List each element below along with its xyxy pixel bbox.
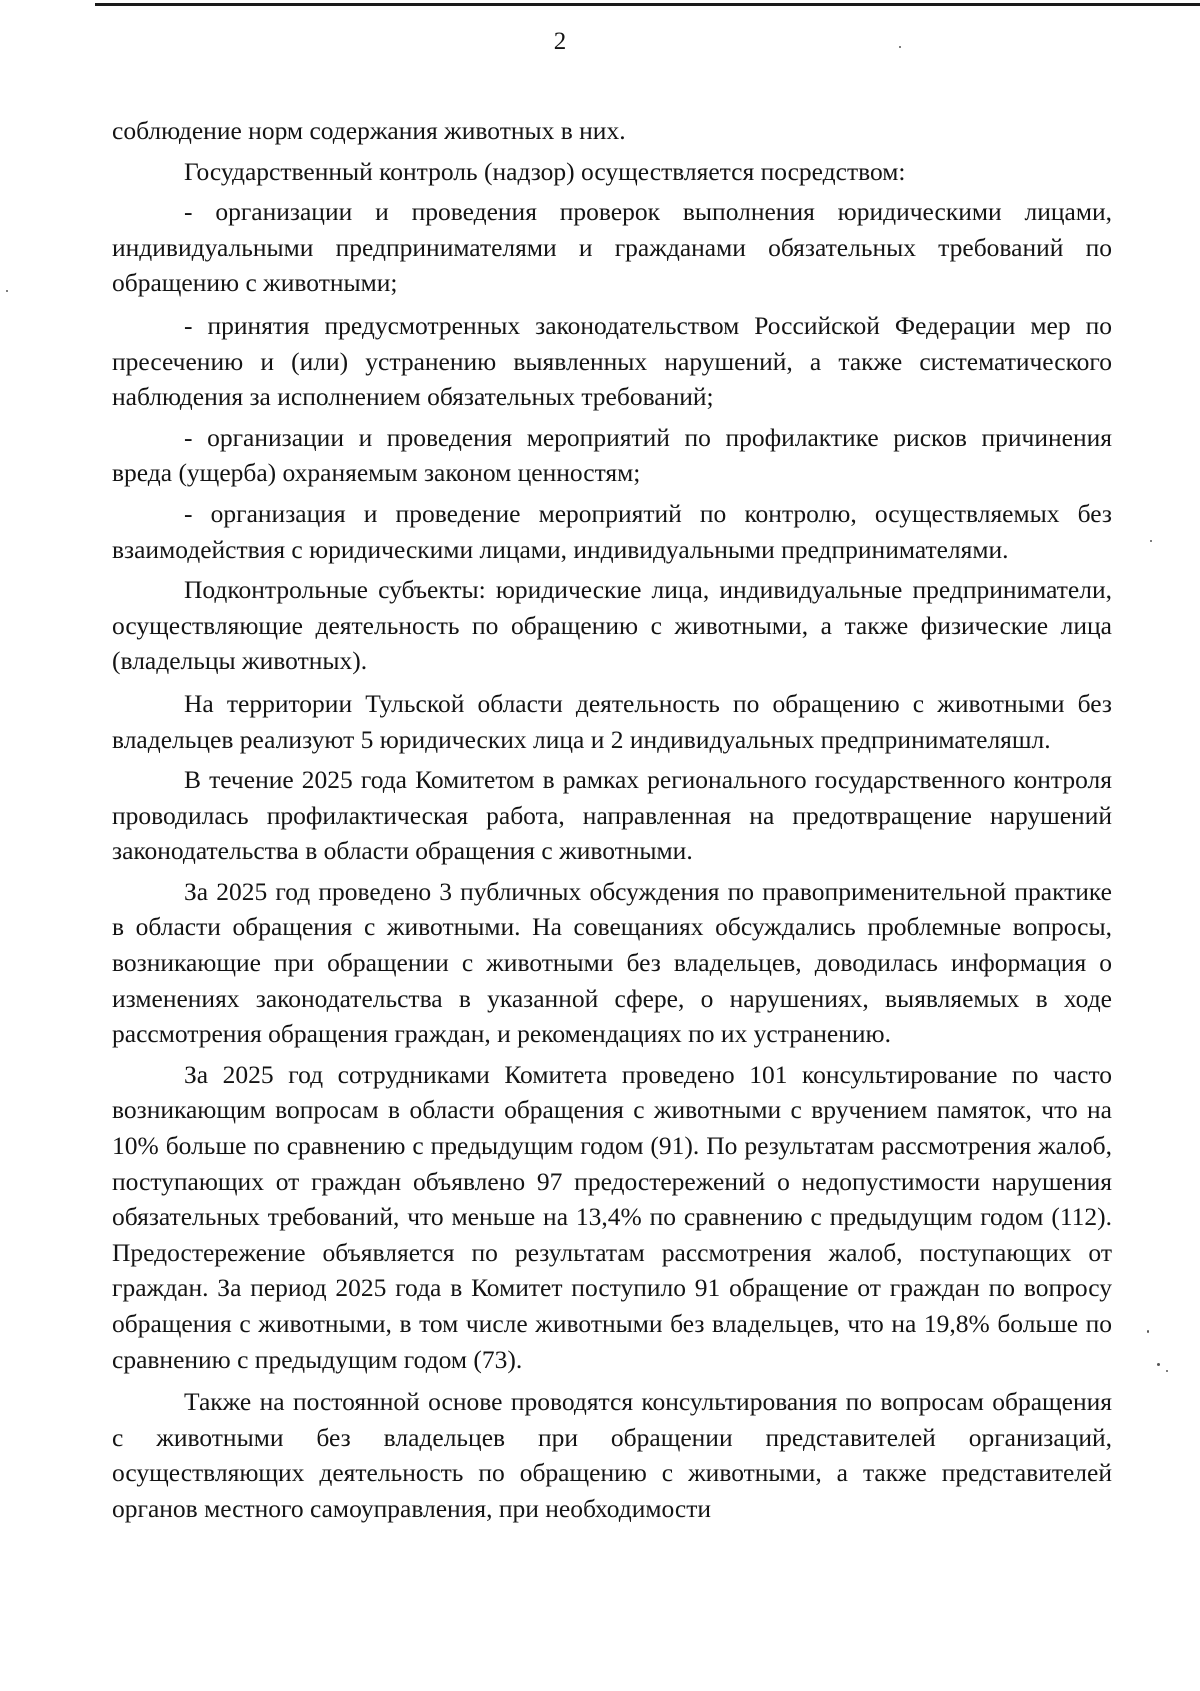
list-item-no-interaction-control: - организация и проведение мероприятий по контролю, осуществляемых без взаимодействия с юридическими лицами, индивидуальными предпринимателями. bbox=[112, 498, 1112, 564]
paragraph-ongoing-consultations: Также на постоянной основе проводятся консультирования по вопросам обращения с животными без владельцев при обращении представителей организаций, осуществляющих деятельность по обращению с животными, а также представителей органов местного самоуправления, при необходимости bbox=[112, 1387, 1112, 1523]
paragraph-control-methods-intro: Государственный контроль (надзор) осуществляется посредством: bbox=[184, 156, 906, 186]
list-item-measures: - принятия предусмотренных законодательством Российской Федерации мер по пресечению и (или) устранению выявленных нарушений, а также систематического наблюдения за исполнением обязательных требований; bbox=[112, 310, 1112, 412]
paragraph-tula-region: На территории Тульской области деятельность по обращению с животными без владельцев реализуют 5 юридических лица и 2 индивидуальных предпринимателяшл. bbox=[112, 688, 1112, 754]
paragraph-preventive-work: В течение 2025 года Комитетом в рамках регионального государственного контроля проводилась профилактическая работа, направленная на предотвращение нарушений законодательства в области обращения с животными. bbox=[112, 765, 1112, 866]
document-body bbox=[112, 113, 1112, 1527]
paragraph-public-discussions: За 2025 год проведено 3 публичных обсуждения по правоприменительной практике в области обращения с животными. На совещаниях обсуждались проблемные вопросы, возникающие при обращении с животными без владельцев, доводилась информация о изменениях законодательства в указанной сфере, о нарушениях, выявляемых в ходе рассмотрения обращения граждан, и рекомендациях по их устранению. bbox=[112, 876, 1112, 1049]
scan-speck bbox=[1147, 1330, 1149, 1333]
scan-speck bbox=[1157, 1363, 1160, 1366]
page-number: 2 bbox=[553, 28, 567, 55]
scan-speck bbox=[899, 46, 901, 48]
list-item-prevention: - организации и проведения мероприятий по профилактике рисков причинения вреда (ущерба) охраняемым законом ценностям; bbox=[112, 422, 1112, 488]
paragraph-consultations-statistics: За 2025 год сотрудниками Комитета проведено 101 консультирование по часто возникающим вопросам в области обращения с животными с вручением памяток, что на 10% больше по сравнению с предыдущим годом (91). По результатам рассмотрения жалоб, поступающих от граждан объявлено 97 предостережений о недопустимости нарушения обязательных требований, что меньше на 13,4% по сравнению с предыдущим годом (112). Предостережение объявляется по результатам рассмотрения жалоб, поступающих от граждан. За период 2025 года в Комитет поступило 91 обращение от граждан по вопросу обращения с животными, в том числе животными без владельцев, что на 19,8% больше по сравнению с предыдущим годом (73). bbox=[112, 1059, 1112, 1374]
scan-speck bbox=[6, 290, 8, 292]
scan-speck bbox=[1150, 540, 1152, 542]
scan-speck bbox=[1166, 1370, 1168, 1372]
list-item-inspections: - организации и проведения проверок выполнения юридическими лицами, индивидуальными предпринимателями и гражданами обязательных требований по обращению с животными; bbox=[112, 197, 1112, 298]
paragraph-controlled-subjects: Подконтрольные субъекты: юридические лица, индивидуальные предприниматели, осуществляющие деятельность по обращению с животными, а также физические лица (владельцы животных). bbox=[112, 575, 1112, 676]
paragraph-continuation: соблюдение норм содержания животных в них. bbox=[112, 116, 626, 145]
page-top-rule bbox=[95, 3, 1200, 6]
